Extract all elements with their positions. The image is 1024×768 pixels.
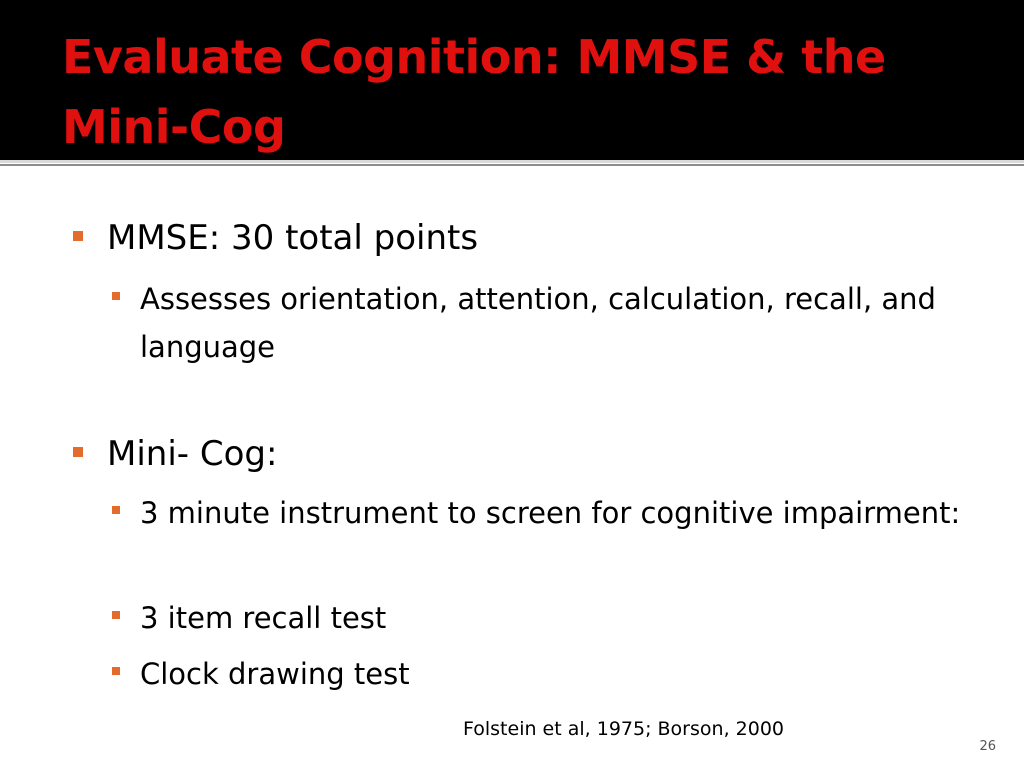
- bullet-square-icon: [73, 447, 83, 457]
- sub-bullet-text: 3 minute instrument to screen for cognitive impairment:: [140, 496, 961, 530]
- sub-bullet-assesses: [140, 275, 980, 371]
- bullet-square-icon: [112, 292, 120, 300]
- slide-title: Evaluate Cognition: MMSE & the Mini-Cog: [62, 30, 886, 154]
- bullet-mini-cog: [107, 434, 987, 474]
- bullet-mmse: [107, 218, 987, 258]
- bullet-text: MMSE: 30 total points: [107, 218, 479, 258]
- bullet-square-icon: [112, 611, 120, 619]
- sub-bullet-instrument: [140, 489, 980, 537]
- sub-bullet-clock: [140, 650, 980, 698]
- sub-bullet-text: 3 item recall test: [140, 601, 387, 635]
- bullet-square-icon: [112, 506, 120, 514]
- sub-bullet-text: Assesses orientation, attention, calculation, recall, and language: [140, 282, 936, 364]
- citation: Folstein et al, 1975; Borson, 2000: [463, 718, 784, 740]
- sub-bullet-recall: [140, 594, 980, 642]
- bullet-square-icon: [73, 231, 83, 241]
- bullet-square-icon: [112, 667, 120, 675]
- slide-number: 26: [979, 739, 996, 754]
- bullet-text: Mini- Cog:: [107, 434, 278, 474]
- sub-bullet-text: Clock drawing test: [140, 657, 410, 691]
